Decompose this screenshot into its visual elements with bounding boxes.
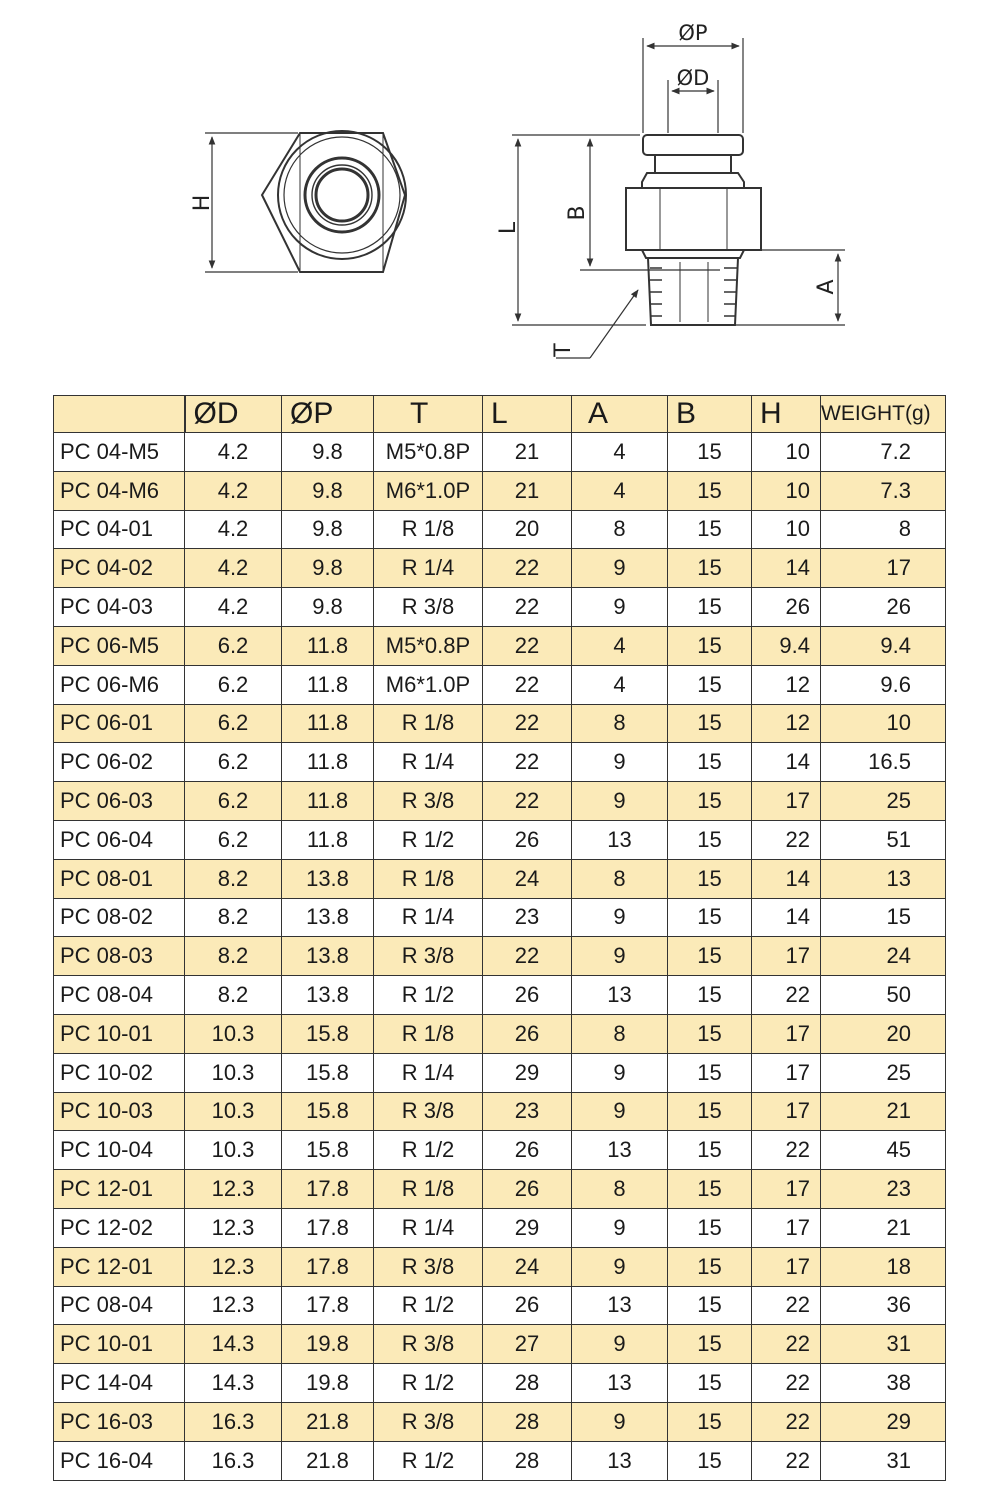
- cell-h: 10: [752, 471, 821, 510]
- cell-model: PC 06-01: [54, 704, 185, 743]
- cell-model: PC 04-M5: [54, 433, 185, 472]
- cell-l: 23: [483, 898, 572, 937]
- cell-t: R 1/2: [374, 1131, 483, 1170]
- cell-weight: 45: [821, 1131, 946, 1170]
- cell-h: 12: [752, 665, 821, 704]
- cell-b: 15: [668, 1014, 752, 1053]
- cell-b: 15: [668, 471, 752, 510]
- cell-a: 13: [572, 1286, 668, 1325]
- cell-model: PC 10-02: [54, 1053, 185, 1092]
- cell-phi-p: 9.8: [282, 588, 374, 627]
- cell-h: 17: [752, 937, 821, 976]
- cell-b: 15: [668, 665, 752, 704]
- cell-a: 9: [572, 1053, 668, 1092]
- cell-h: 14: [752, 898, 821, 937]
- cell-h: 22: [752, 1402, 821, 1441]
- cell-a: 13: [572, 1364, 668, 1403]
- table-row: [54, 976, 946, 1015]
- cell-weight: 51: [821, 820, 946, 859]
- cell-model: PC 06-03: [54, 782, 185, 821]
- table-row: [54, 1402, 946, 1441]
- header-h: H: [752, 396, 821, 433]
- cell-a: 9: [572, 1092, 668, 1131]
- cell-t: R 1/4: [374, 549, 483, 588]
- header-l: L: [483, 396, 572, 433]
- cell-phi-p: 13.8: [282, 859, 374, 898]
- cell-b: 15: [668, 743, 752, 782]
- cell-phi-p: 11.8: [282, 820, 374, 859]
- cell-t: R 1/4: [374, 898, 483, 937]
- cell-a: 9: [572, 549, 668, 588]
- cell-l: 28: [483, 1364, 572, 1403]
- table-row: [54, 704, 946, 743]
- cell-h: 17: [752, 1053, 821, 1092]
- cell-model: PC 16-03: [54, 1402, 185, 1441]
- cell-a: 9: [572, 1402, 668, 1441]
- cell-model: PC 08-04: [54, 976, 185, 1015]
- cell-t: R 1/2: [374, 820, 483, 859]
- cell-weight: 9.4: [821, 626, 946, 665]
- cell-l: 29: [483, 1053, 572, 1092]
- cell-b: 15: [668, 588, 752, 627]
- cell-a: 13: [572, 976, 668, 1015]
- cell-l: 26: [483, 1131, 572, 1170]
- cell-weight: 18: [821, 1247, 946, 1286]
- cell-model: PC 16-04: [54, 1441, 185, 1480]
- cell-weight: 24: [821, 937, 946, 976]
- cell-l: 22: [483, 704, 572, 743]
- table-row: [54, 471, 946, 510]
- header-model: [54, 396, 185, 433]
- table-row: [54, 937, 946, 976]
- cell-b: 15: [668, 1170, 752, 1209]
- cell-weight: 21: [821, 1208, 946, 1247]
- cell-a: 9: [572, 588, 668, 627]
- cell-model: PC 06-M6: [54, 665, 185, 704]
- table-row: [54, 1014, 946, 1053]
- cell-b: 15: [668, 782, 752, 821]
- cell-t: R 1/4: [374, 1053, 483, 1092]
- cell-model: PC 12-01: [54, 1170, 185, 1209]
- cell-weight: 20: [821, 1014, 946, 1053]
- cell-model: PC 12-01: [54, 1247, 185, 1286]
- cell-weight: 25: [821, 1053, 946, 1092]
- cell-a: 9: [572, 1208, 668, 1247]
- table-row: [54, 1286, 946, 1325]
- cell-weight: 10: [821, 704, 946, 743]
- table-row: [54, 1053, 946, 1092]
- cell-weight: 8: [821, 510, 946, 549]
- table-row: [54, 1131, 946, 1170]
- cell-phi-p: 19.8: [282, 1364, 374, 1403]
- cell-h: 22: [752, 1325, 821, 1364]
- cell-t: R 1/2: [374, 1364, 483, 1403]
- cell-model: PC 08-01: [54, 859, 185, 898]
- cell-model: PC 04-02: [54, 549, 185, 588]
- top-view-hex: [262, 131, 406, 272]
- cell-t: R 3/8: [374, 588, 483, 627]
- table-row: [54, 433, 946, 472]
- cell-model: PC 10-03: [54, 1092, 185, 1131]
- cell-l: 24: [483, 1247, 572, 1286]
- cell-weight: 16.5: [821, 743, 946, 782]
- cell-phi-p: 11.8: [282, 782, 374, 821]
- cell-a: 8: [572, 704, 668, 743]
- cell-t: R 1/8: [374, 859, 483, 898]
- cell-phi-d: 12.3: [185, 1247, 282, 1286]
- cell-model: PC 06-M5: [54, 626, 185, 665]
- table-header-row: [54, 396, 946, 433]
- header-weight: WEIGHT(g): [821, 396, 946, 433]
- cell-phi-p: 11.8: [282, 743, 374, 782]
- cell-h: 22: [752, 976, 821, 1015]
- cell-a: 8: [572, 859, 668, 898]
- cell-weight: 26: [821, 588, 946, 627]
- side-view-body: [626, 135, 761, 325]
- spec-table: [53, 395, 946, 1481]
- cell-phi-p: 15.8: [282, 1014, 374, 1053]
- cell-phi-p: 17.8: [282, 1286, 374, 1325]
- header-t: T: [374, 396, 483, 433]
- label-h: H: [190, 194, 215, 212]
- table-row: [54, 1247, 946, 1286]
- cell-weight: 38: [821, 1364, 946, 1403]
- table-row: [54, 1092, 946, 1131]
- cell-weight: 21: [821, 1092, 946, 1131]
- label-t: T: [551, 343, 576, 357]
- cell-phi-d: 14.3: [185, 1325, 282, 1364]
- table-row: [54, 510, 946, 549]
- cell-b: 15: [668, 510, 752, 549]
- cell-phi-d: 4.2: [185, 588, 282, 627]
- cell-phi-p: 21.8: [282, 1402, 374, 1441]
- cell-weight: 17: [821, 549, 946, 588]
- cell-t: R 1/8: [374, 704, 483, 743]
- cell-weight: 31: [821, 1325, 946, 1364]
- header-phi-p: ØP: [282, 396, 374, 433]
- cell-b: 15: [668, 1092, 752, 1131]
- cell-model: PC 10-01: [54, 1014, 185, 1053]
- cell-weight: 31: [821, 1441, 946, 1480]
- cell-model: PC 10-04: [54, 1131, 185, 1170]
- cell-l: 26: [483, 976, 572, 1015]
- cell-b: 15: [668, 1364, 752, 1403]
- cell-weight: 36: [821, 1286, 946, 1325]
- cell-t: R 1/2: [374, 976, 483, 1015]
- cell-b: 15: [668, 1208, 752, 1247]
- cell-a: 13: [572, 820, 668, 859]
- cell-phi-d: 16.3: [185, 1402, 282, 1441]
- cell-a: 9: [572, 937, 668, 976]
- cell-phi-d: 4.2: [185, 471, 282, 510]
- cell-phi-p: 9.8: [282, 471, 374, 510]
- cell-weight: 25: [821, 782, 946, 821]
- cell-weight: 7.3: [821, 471, 946, 510]
- label-phi-p: ØP: [678, 21, 708, 45]
- cell-t: R 1/8: [374, 1014, 483, 1053]
- cell-l: 28: [483, 1441, 572, 1480]
- cell-l: 26: [483, 1286, 572, 1325]
- cell-h: 22: [752, 1441, 821, 1480]
- cell-a: 9: [572, 1325, 668, 1364]
- cell-phi-p: 9.8: [282, 549, 374, 588]
- cell-model: PC 08-02: [54, 898, 185, 937]
- cell-model: PC 04-01: [54, 510, 185, 549]
- cell-a: 13: [572, 1131, 668, 1170]
- cell-phi-d: 4.2: [185, 549, 282, 588]
- cell-phi-p: 15.8: [282, 1053, 374, 1092]
- fitting-technical-drawing: [0, 0, 1000, 390]
- cell-l: 24: [483, 859, 572, 898]
- cell-a: 4: [572, 471, 668, 510]
- cell-h: 22: [752, 820, 821, 859]
- cell-b: 15: [668, 1247, 752, 1286]
- table-row: [54, 820, 946, 859]
- cell-phi-p: 17.8: [282, 1247, 374, 1286]
- table-row: [54, 626, 946, 665]
- cell-a: 9: [572, 782, 668, 821]
- cell-l: 26: [483, 1014, 572, 1053]
- cell-b: 15: [668, 937, 752, 976]
- table-row: [54, 1325, 946, 1364]
- cell-phi-p: 13.8: [282, 898, 374, 937]
- cell-l: 22: [483, 937, 572, 976]
- cell-phi-d: 8.2: [185, 937, 282, 976]
- cell-phi-d: 8.2: [185, 976, 282, 1015]
- cell-b: 15: [668, 1053, 752, 1092]
- cell-phi-p: 15.8: [282, 1092, 374, 1131]
- cell-t: R 3/8: [374, 1402, 483, 1441]
- cell-l: 26: [483, 1170, 572, 1209]
- cell-l: 21: [483, 433, 572, 472]
- cell-t: M6*1.0P: [374, 665, 483, 704]
- cell-phi-p: 17.8: [282, 1170, 374, 1209]
- cell-weight: 50: [821, 976, 946, 1015]
- cell-phi-d: 12.3: [185, 1286, 282, 1325]
- cell-weight: 29: [821, 1402, 946, 1441]
- cell-b: 15: [668, 1286, 752, 1325]
- label-phi-d: ØD: [676, 66, 710, 90]
- cell-phi-p: 19.8: [282, 1325, 374, 1364]
- cell-weight: 13: [821, 859, 946, 898]
- cell-t: R 3/8: [374, 937, 483, 976]
- cell-model: PC 14-04: [54, 1364, 185, 1403]
- cell-a: 4: [572, 665, 668, 704]
- table-row: [54, 665, 946, 704]
- cell-phi-d: 4.2: [185, 433, 282, 472]
- cell-phi-d: 6.2: [185, 820, 282, 859]
- cell-t: M6*1.0P: [374, 471, 483, 510]
- cell-phi-p: 11.8: [282, 626, 374, 665]
- cell-l: 29: [483, 1208, 572, 1247]
- cell-model: PC 04-03: [54, 588, 185, 627]
- cell-l: 28: [483, 1402, 572, 1441]
- cell-t: R 3/8: [374, 782, 483, 821]
- cell-phi-p: 15.8: [282, 1131, 374, 1170]
- cell-l: 22: [483, 743, 572, 782]
- cell-phi-d: 6.2: [185, 782, 282, 821]
- cell-t: R 3/8: [374, 1247, 483, 1286]
- cell-phi-d: 16.3: [185, 1441, 282, 1480]
- table-row: [54, 782, 946, 821]
- cell-t: R 1/4: [374, 1208, 483, 1247]
- cell-t: R 1/2: [374, 1286, 483, 1325]
- cell-l: 22: [483, 549, 572, 588]
- cell-t: M5*0.8P: [374, 433, 483, 472]
- cell-t: M5*0.8P: [374, 626, 483, 665]
- side-view-threads: [650, 268, 737, 316]
- cell-phi-d: 12.3: [185, 1208, 282, 1247]
- cell-model: PC 12-02: [54, 1208, 185, 1247]
- cell-phi-d: 6.2: [185, 626, 282, 665]
- cell-l: 26: [483, 820, 572, 859]
- cell-b: 15: [668, 1325, 752, 1364]
- cell-h: 17: [752, 1092, 821, 1131]
- label-l: L: [496, 221, 521, 235]
- cell-model: PC 08-03: [54, 937, 185, 976]
- cell-phi-d: 14.3: [185, 1364, 282, 1403]
- cell-h: 14: [752, 859, 821, 898]
- cell-t: R 1/4: [374, 743, 483, 782]
- cell-h: 10: [752, 510, 821, 549]
- cell-phi-p: 11.8: [282, 704, 374, 743]
- cell-b: 15: [668, 1402, 752, 1441]
- cell-h: 17: [752, 782, 821, 821]
- cell-l: 21: [483, 471, 572, 510]
- cell-b: 15: [668, 898, 752, 937]
- table-row: [54, 859, 946, 898]
- cell-h: 22: [752, 1286, 821, 1325]
- cell-weight: 7.2: [821, 433, 946, 472]
- table-row: [54, 1208, 946, 1247]
- table-body: [54, 433, 946, 1481]
- cell-a: 4: [572, 626, 668, 665]
- cell-b: 15: [668, 859, 752, 898]
- cell-h: 14: [752, 549, 821, 588]
- header-b: B: [668, 396, 752, 433]
- cell-phi-d: 4.2: [185, 510, 282, 549]
- cell-phi-d: 10.3: [185, 1053, 282, 1092]
- cell-h: 17: [752, 1014, 821, 1053]
- cell-phi-p: 9.8: [282, 510, 374, 549]
- cell-phi-d: 6.2: [185, 743, 282, 782]
- cell-h: 26: [752, 588, 821, 627]
- cell-b: 15: [668, 976, 752, 1015]
- cell-l: 22: [483, 626, 572, 665]
- cell-t: R 3/8: [374, 1092, 483, 1131]
- table-row: [54, 898, 946, 937]
- cell-phi-d: 10.3: [185, 1092, 282, 1131]
- table-row: [54, 549, 946, 588]
- cell-h: 9.4: [752, 626, 821, 665]
- cell-weight: 15: [821, 898, 946, 937]
- cell-h: 22: [752, 1131, 821, 1170]
- cell-phi-p: 21.8: [282, 1441, 374, 1480]
- cell-b: 15: [668, 820, 752, 859]
- cell-l: 22: [483, 588, 572, 627]
- cell-l: 27: [483, 1325, 572, 1364]
- cell-l: 22: [483, 782, 572, 821]
- cell-b: 15: [668, 626, 752, 665]
- cell-h: 17: [752, 1247, 821, 1286]
- cell-t: R 1/2: [374, 1441, 483, 1480]
- cell-b: 15: [668, 1131, 752, 1170]
- cell-phi-p: 17.8: [282, 1208, 374, 1247]
- cell-b: 15: [668, 1441, 752, 1480]
- cell-l: 22: [483, 665, 572, 704]
- cell-h: 17: [752, 1170, 821, 1209]
- cell-t: R 3/8: [374, 1325, 483, 1364]
- cell-weight: 23: [821, 1170, 946, 1209]
- header-a: A: [572, 396, 668, 433]
- cell-weight: 9.6: [821, 665, 946, 704]
- cell-model: PC 06-04: [54, 820, 185, 859]
- cell-t: R 1/8: [374, 510, 483, 549]
- table-row: [54, 1364, 946, 1403]
- cell-phi-d: 6.2: [185, 704, 282, 743]
- cell-phi-p: 9.8: [282, 433, 374, 472]
- cell-b: 15: [668, 549, 752, 588]
- cell-h: 10: [752, 433, 821, 472]
- cell-h: 17: [752, 1208, 821, 1247]
- cell-b: 15: [668, 704, 752, 743]
- cell-a: 9: [572, 1247, 668, 1286]
- label-b: B: [565, 205, 590, 221]
- cell-a: 8: [572, 1170, 668, 1209]
- cell-model: PC 08-04: [54, 1286, 185, 1325]
- cell-b: 15: [668, 433, 752, 472]
- cell-phi-d: 12.3: [185, 1170, 282, 1209]
- cell-l: 20: [483, 510, 572, 549]
- header-phi-d: ØD: [185, 396, 282, 433]
- cell-model: PC 10-01: [54, 1325, 185, 1364]
- cell-a: 9: [572, 898, 668, 937]
- label-a: A: [814, 279, 839, 295]
- cell-h: 22: [752, 1364, 821, 1403]
- cell-phi-d: 10.3: [185, 1131, 282, 1170]
- cell-a: 8: [572, 510, 668, 549]
- cell-model: PC 06-02: [54, 743, 185, 782]
- table-row: [54, 743, 946, 782]
- table-row: [54, 1441, 946, 1480]
- cell-phi-d: 6.2: [185, 665, 282, 704]
- cell-a: 9: [572, 743, 668, 782]
- cell-phi-p: 13.8: [282, 937, 374, 976]
- cell-phi-p: 11.8: [282, 665, 374, 704]
- cell-a: 4: [572, 433, 668, 472]
- cell-h: 14: [752, 743, 821, 782]
- cell-a: 8: [572, 1014, 668, 1053]
- cell-h: 12: [752, 704, 821, 743]
- cell-phi-d: 8.2: [185, 898, 282, 937]
- cell-phi-p: 13.8: [282, 976, 374, 1015]
- cell-t: R 1/8: [374, 1170, 483, 1209]
- cell-l: 23: [483, 1092, 572, 1131]
- cell-phi-d: 10.3: [185, 1014, 282, 1053]
- cell-phi-d: 8.2: [185, 859, 282, 898]
- cell-a: 13: [572, 1441, 668, 1480]
- cell-model: PC 04-M6: [54, 471, 185, 510]
- table-row: [54, 1170, 946, 1209]
- table-row: [54, 588, 946, 627]
